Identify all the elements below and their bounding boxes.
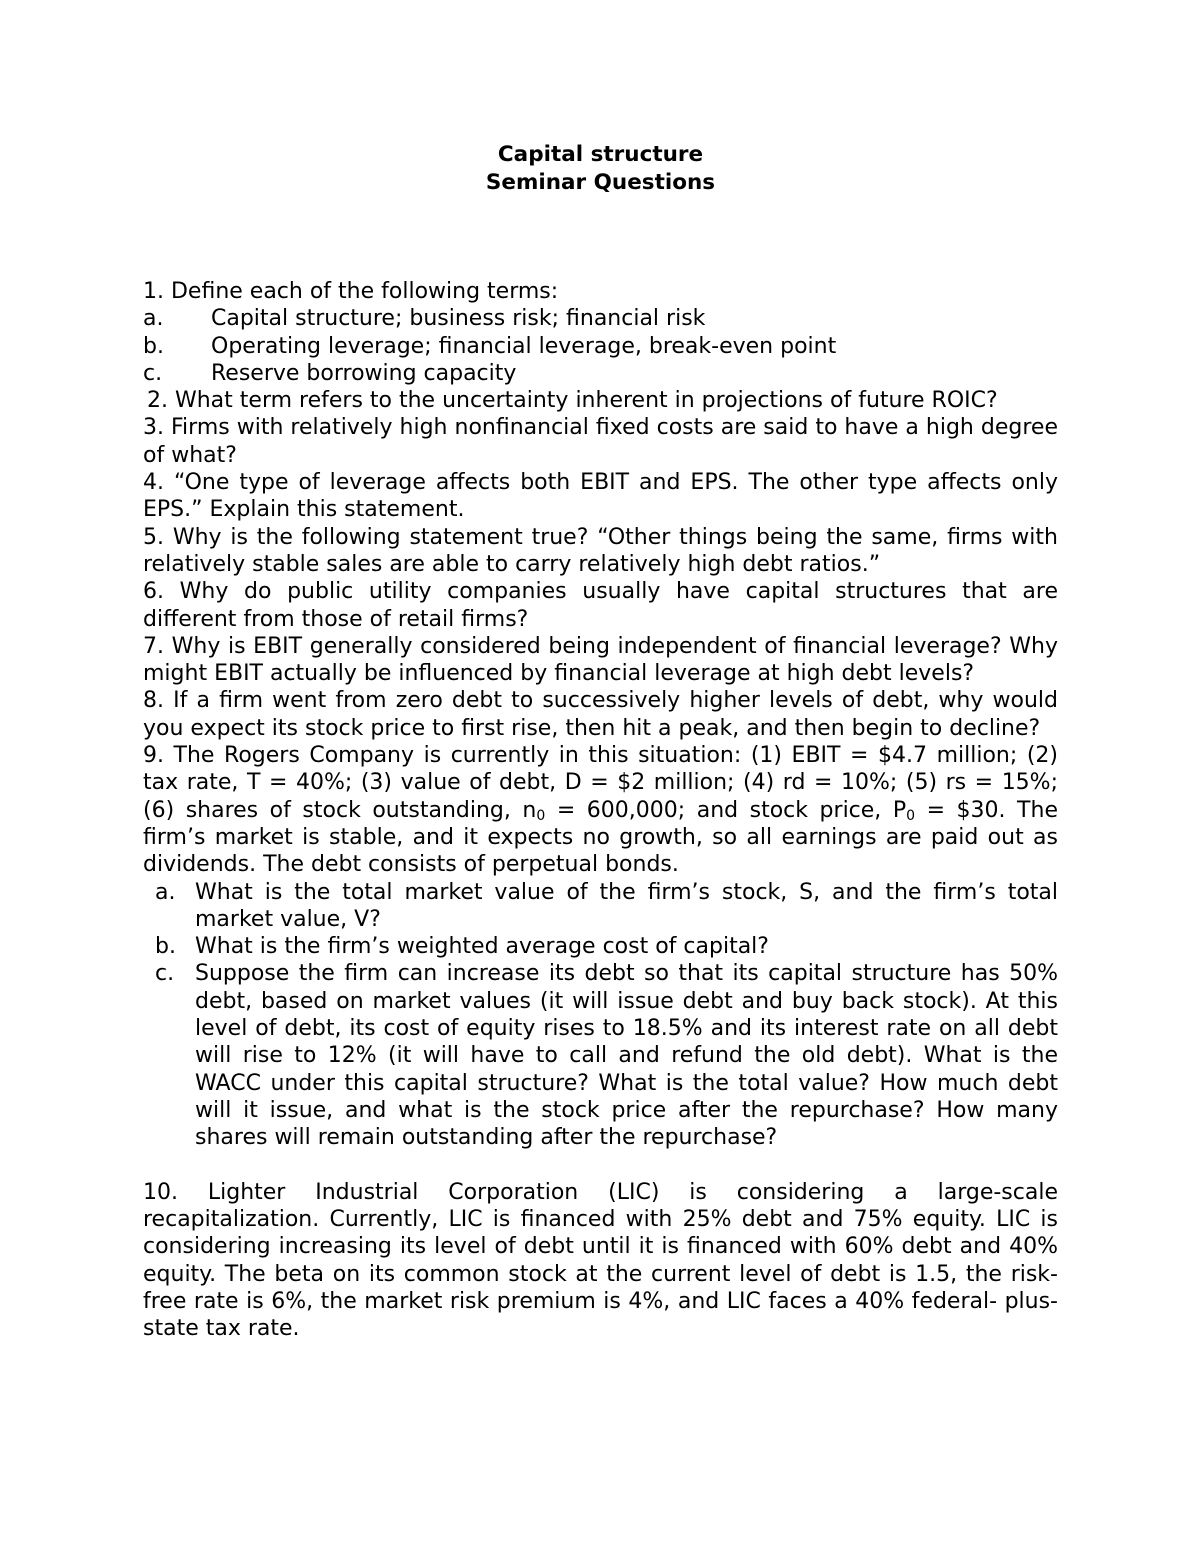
subscript: 0: [536, 807, 546, 824]
question-9-item-c: [143, 960, 1058, 1151]
question-9-item-b: [143, 933, 1058, 960]
document-subtitle: Seminar Questions: [485, 169, 716, 195]
question-3: 3. Firms with relatively high nonfinancial fixed costs are said to have a high degree of what?: [143, 415, 1058, 468]
item-label: c.: [155, 961, 175, 987]
question-9: [143, 742, 1058, 878]
item-text: What is the total market value of the firm’s stock, S, and the firm’s total market value, V?: [195, 879, 1058, 932]
item-text: Suppose the firm can increase its debt so that its capital structure has 50% debt, based on market values (it will issue debt and buy back stock). At this level of debt, its cost of equity rises to 18.5% and its interest rate on all debt will rise to 12% (it will have to call and refund the old debt). What is the WACC under this capital structure? What is the total value? How much debt will it issue, and what is the stock price after the repurchase? How many shares will remain outstanding after the repurchase?: [195, 961, 1058, 1151]
subscript: 0: [906, 807, 916, 824]
item-label: a.: [155, 879, 176, 905]
question-5: 5. Why is the following statement true? “Other things being the same, firms with relatively stable sales are able to carry relatively high debt ratios.”: [143, 524, 1058, 577]
question-2: 2. What term refers to the uncertainty inherent in projections of future ROIC?: [147, 388, 998, 414]
item-label: a.: [143, 306, 164, 332]
question-7: 7. Why is EBIT generally considered being independent of financial leverage? Why might EBIT actually be influenced by financial leverage at high debt levels?: [143, 633, 1058, 687]
question-4: 4. “One type of leverage affects both EBIT and EPS. The other type affects only EPS.” Explain this statement.: [143, 470, 1058, 523]
question-1-item-c: [143, 360, 1058, 387]
item-text: Operating leverage; financial leverage, break-even point: [211, 333, 837, 359]
item-text: Capital structure; business risk; financial risk: [211, 306, 706, 332]
item-text: Reserve borrowing capacity: [211, 360, 517, 386]
question-9-text-3: = $30. The firm’s market is stable, and it expects no growth, so all earnings are paid out as dividends. The debt consists of perpetual bonds.: [143, 797, 1058, 878]
item-label: b.: [143, 333, 164, 359]
question-1-item-a: [143, 305, 1058, 332]
question-9-text-1: 9. The Rogers Company is currently in this situation: (1) EBIT = $4.7 million; (2) tax rate, T = 40%; (3) value of debt, D = $2 million; (4) rd = 10%; (5) rs = 15%; (6) shares of stock outstanding, n: [143, 743, 1058, 823]
question-9-item-a: [143, 879, 1058, 934]
item-label: c.: [143, 360, 163, 386]
item-label: b.: [155, 934, 176, 960]
question-10: 10. Lighter Industrial Corporation (LIC) is considering a large-scale recapitalization. Currently, LIC is financed with 25% debt and 75% equity. LIC is considering increasing its level of debt until it is financed with 60% debt and 40% equity. The beta on its common stock at the current level of debt is 1.5, the risk-free rate is 6%, the market risk premium is 4%, and LIC faces a 40% federal- plus-state tax rate.: [143, 1179, 1058, 1342]
question-9-text-2: = 600,000; and stock price, P: [545, 797, 907, 823]
item-text: What is the firm’s weighted average cost of capital?: [195, 934, 769, 960]
spacer: [143, 196, 1058, 278]
question-6: 6. Why do public utility companies usually have capital structures that are different from those of retail firms?: [143, 579, 1058, 632]
spacer: [143, 1152, 1058, 1179]
question-8: 8. If a firm went from zero debt to successively higher levels of debt, why would you expect its stock price to first rise, then hit a peak, and then begin to decline?: [143, 688, 1058, 741]
document-page: [143, 141, 1058, 1343]
question-1: 1. Define each of the following terms:: [143, 279, 559, 304]
question-1-item-b: [143, 333, 1058, 360]
document-title: Capital structure: [497, 142, 704, 167]
